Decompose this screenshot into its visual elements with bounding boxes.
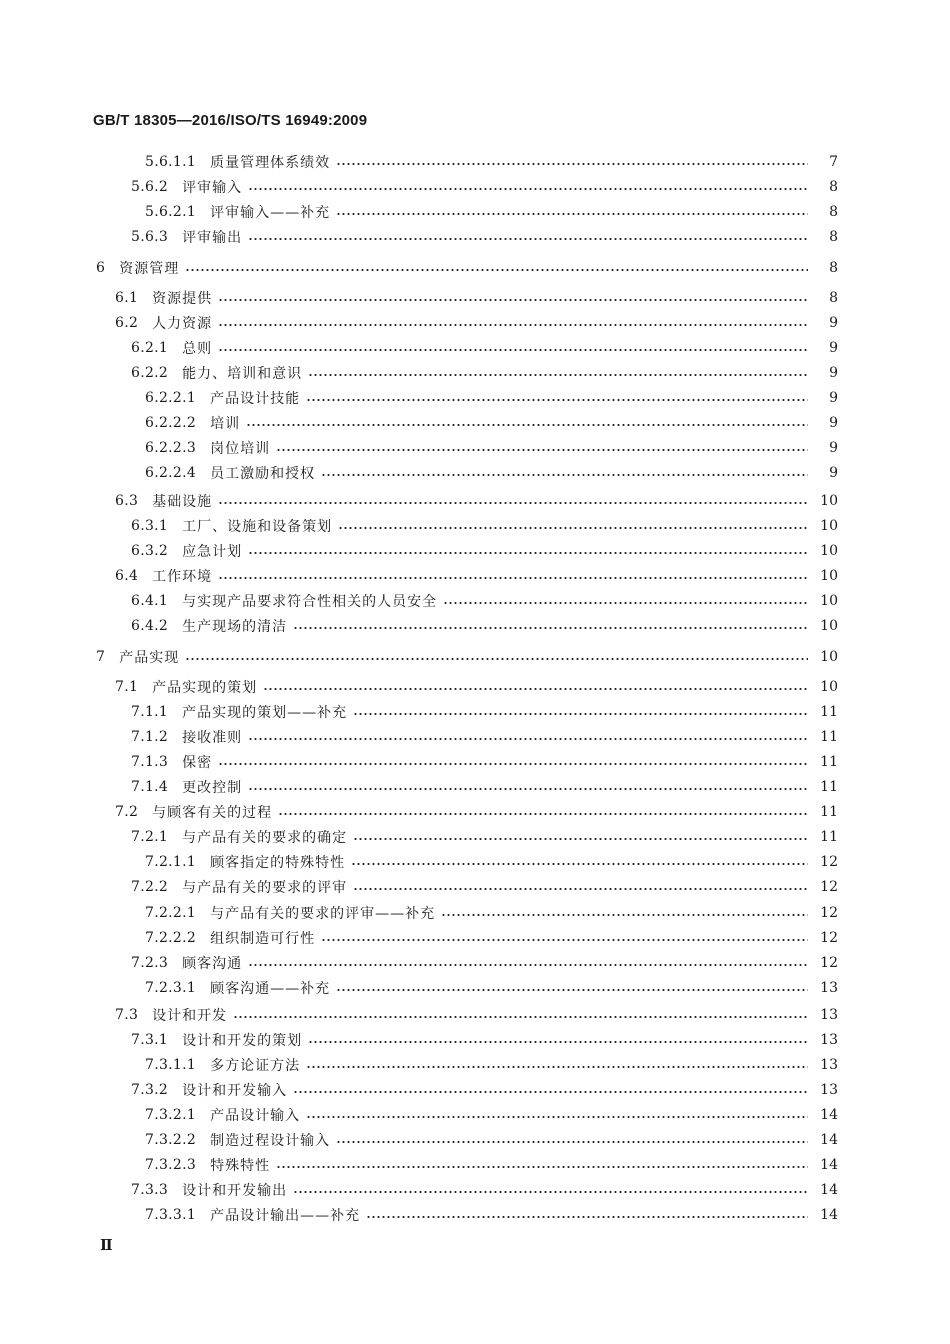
toc-entry-page: 14 <box>820 1107 838 1123</box>
toc-entry[interactable] <box>131 1079 838 1101</box>
toc-entry[interactable] <box>145 437 838 459</box>
toc-leader-dots <box>308 1041 808 1043</box>
toc-leader-dots <box>218 577 808 579</box>
toc-entry-title: 评审输出 <box>182 230 243 246</box>
toc-leader-dots <box>248 738 808 740</box>
toc-entry[interactable] <box>115 565 838 587</box>
toc-entry-title: 特殊特性 <box>210 1158 271 1174</box>
toc-entry[interactable] <box>145 1204 838 1226</box>
toc-entry-title: 资源提供 <box>152 291 213 307</box>
toc-entry-title: 组织制造可行性 <box>210 931 316 947</box>
toc-entry[interactable] <box>145 1104 838 1126</box>
toc-entry[interactable] <box>145 1154 838 1176</box>
toc-entry-title: 与顾客有关的过程 <box>152 805 273 821</box>
toc-entry[interactable] <box>145 1129 838 1151</box>
toc-entry[interactable] <box>145 412 838 434</box>
toc-entry-page: 10 <box>820 618 838 634</box>
toc-entry[interactable] <box>131 751 838 773</box>
toc-entry-title: 接收准则 <box>182 730 243 746</box>
toc-entry-page: 11 <box>820 704 838 720</box>
toc-entry-page: 11 <box>820 729 838 745</box>
toc-leader-dots <box>321 939 808 941</box>
toc-leader-dots <box>248 552 808 554</box>
toc-entry-title: 产品实现的策划 <box>152 680 258 696</box>
toc-entry-number: 6.1 <box>115 290 139 306</box>
toc-entry-title: 产品设计输出——补充 <box>210 1208 361 1224</box>
toc-entry-title: 制造过程设计输入 <box>210 1133 331 1149</box>
toc-entry-page: 9 <box>829 365 838 381</box>
toc-leader-dots <box>248 188 808 190</box>
toc-entry-number: 6.2.1 <box>131 340 169 356</box>
toc-entry[interactable] <box>145 902 838 924</box>
toc-entry-page: 13 <box>820 1057 838 1073</box>
toc-entry-title: 基础设施 <box>152 494 213 510</box>
toc-entry-number: 7.2.1 <box>131 829 169 845</box>
toc-entry-number: 7.1.1 <box>131 704 169 720</box>
toc-entry-page: 12 <box>820 854 838 870</box>
toc-entry-number: 7.1 <box>115 679 139 695</box>
toc-entry-title: 设计和开发 <box>152 1008 228 1024</box>
toc-entry-page: 14 <box>820 1207 838 1223</box>
toc-entry-title: 与产品有关的要求的评审——补充 <box>210 906 436 922</box>
toc-entry-number: 7.3 <box>115 1007 139 1023</box>
toc-entry-page: 8 <box>829 229 838 245</box>
toc-entry-number: 7.3.2.3 <box>145 1157 197 1173</box>
toc-entry-page: 11 <box>820 779 838 795</box>
toc-entry[interactable] <box>131 952 838 974</box>
toc-entry-page: 8 <box>829 204 838 220</box>
toc-leader-dots <box>336 1141 808 1143</box>
toc-entry-number: 5.6.1.1 <box>145 154 197 170</box>
toc-entry[interactable] <box>115 676 838 698</box>
toc-entry-title: 评审输入 <box>182 180 243 196</box>
toc-entry-title: 与实现产品要求符合性相关的人员安全 <box>182 594 438 610</box>
toc-entry-page: 14 <box>820 1132 838 1148</box>
toc-entry-number: 7.2 <box>115 804 139 820</box>
toc-entry[interactable] <box>131 176 838 198</box>
toc-entry-title: 顾客指定的特殊特性 <box>210 855 346 871</box>
toc-entry-page: 10 <box>820 593 838 609</box>
toc-entry-page: 9 <box>829 465 838 481</box>
toc-entry-title: 产品设计输入 <box>210 1108 301 1124</box>
toc-entry-title: 设计和开发输入 <box>182 1083 288 1099</box>
page-number: Ⅱ <box>100 1236 113 1254</box>
toc-leader-dots <box>218 299 808 301</box>
toc-leader-dots <box>366 1216 808 1218</box>
toc-entry[interactable] <box>131 540 838 562</box>
toc-entry[interactable] <box>131 726 838 748</box>
toc-leader-dots <box>443 602 808 604</box>
toc-entry-title: 产品实现 <box>119 650 180 666</box>
toc-leader-dots <box>276 1166 808 1168</box>
toc-leader-dots <box>353 888 808 890</box>
toc-entry-title: 员工激励和授权 <box>210 466 316 482</box>
toc-entry[interactable] <box>115 801 838 823</box>
toc-entry-title: 工作环境 <box>152 569 213 585</box>
toc-entry[interactable] <box>96 646 838 668</box>
toc-leader-dots <box>336 989 808 991</box>
toc-leader-dots <box>336 163 808 165</box>
toc-leader-dots <box>233 1016 808 1018</box>
toc-entry-title: 工厂、设施和设备策划 <box>182 519 333 535</box>
toc-entry-title: 能力、培训和意识 <box>182 366 303 382</box>
toc-leader-dots <box>248 964 808 966</box>
toc-entry-page: 10 <box>820 493 838 509</box>
toc-entry-page: 8 <box>829 260 838 276</box>
toc-entry[interactable] <box>131 615 838 637</box>
toc-entry-page: 8 <box>829 179 838 195</box>
toc-entry-title: 岗位培训 <box>210 441 271 457</box>
toc-entry-number: 6.3.2 <box>131 543 169 559</box>
toc-entry-page: 13 <box>820 1007 838 1023</box>
toc-entry-number: 6.3.1 <box>131 518 169 534</box>
toc-entry-page: 8 <box>829 290 838 306</box>
toc-entry-number: 6.2 <box>115 315 139 331</box>
toc-entry-number: 6.3 <box>115 493 139 509</box>
toc-entry-title: 资源管理 <box>119 261 180 277</box>
toc-entry[interactable] <box>145 1054 838 1076</box>
toc-entry-number: 7.3.2.1 <box>145 1107 197 1123</box>
toc-entry-page: 7 <box>829 154 838 170</box>
toc-entry-page: 9 <box>829 340 838 356</box>
toc-entry[interactable] <box>131 826 838 848</box>
toc-entry-page: 9 <box>829 390 838 406</box>
toc-entry[interactable] <box>131 337 838 359</box>
toc-leader-dots <box>248 788 808 790</box>
toc-entry-number: 5.6.3 <box>131 229 169 245</box>
toc-leader-dots <box>321 474 808 476</box>
toc-leader-dots <box>293 1091 808 1093</box>
toc-entry-title: 设计和开发的策划 <box>182 1033 303 1049</box>
toc-entry-page: 9 <box>829 415 838 431</box>
toc-entry-number: 7.3.3.1 <box>145 1207 197 1223</box>
toc-entry-number: 7.1.2 <box>131 729 169 745</box>
toc-entry-number: 7.3.2.2 <box>145 1132 197 1148</box>
toc-entry[interactable] <box>115 490 838 512</box>
toc-leader-dots <box>293 1191 808 1193</box>
toc-entry-title: 培训 <box>210 416 241 432</box>
toc-entry[interactable] <box>131 776 838 798</box>
toc-entry-page: 10 <box>820 518 838 534</box>
toc-entry-title: 与产品有关的要求的确定 <box>182 830 348 846</box>
toc-entry-number: 7.2.3.1 <box>145 980 197 996</box>
toc-entry-page: 11 <box>820 754 838 770</box>
toc-leader-dots <box>306 1116 808 1118</box>
toc-leader-dots <box>351 863 808 865</box>
toc-entry-page: 12 <box>820 905 838 921</box>
toc-entry-number: 7.3.1 <box>131 1032 169 1048</box>
toc-leader-dots <box>185 658 808 660</box>
toc-leader-dots <box>306 399 808 401</box>
toc-leader-dots <box>293 627 808 629</box>
toc-entry-number: 6.2.2.2 <box>145 415 197 431</box>
toc-leader-dots <box>276 449 808 451</box>
toc-entry-page: 11 <box>820 829 838 845</box>
toc-entry-number: 7.2.3 <box>131 955 169 971</box>
toc-entry[interactable] <box>145 851 838 873</box>
toc-leader-dots <box>263 688 808 690</box>
toc-entry-page: 9 <box>829 315 838 331</box>
toc-entry-title: 设计和开发输出 <box>182 1183 288 1199</box>
toc-entry-number: 6.4.1 <box>131 593 169 609</box>
toc-entry-number: 6.4.2 <box>131 618 169 634</box>
toc-entry-page: 11 <box>820 804 838 820</box>
toc-entry-page: 10 <box>820 679 838 695</box>
toc-entry[interactable] <box>145 387 838 409</box>
toc-entry-page: 13 <box>820 980 838 996</box>
toc-entry-title: 质量管理体系绩效 <box>210 155 331 171</box>
toc-entry-page: 10 <box>820 543 838 559</box>
toc-leader-dots <box>218 324 808 326</box>
toc-entry[interactable] <box>131 1029 838 1051</box>
toc-entry-number: 6.2.2 <box>131 365 169 381</box>
toc-leader-dots <box>308 374 808 376</box>
toc-entry-title: 保密 <box>182 755 213 771</box>
toc-entry[interactable] <box>145 977 838 999</box>
toc-entry-title: 人力资源 <box>152 316 213 332</box>
toc-entry-number: 7.3.2 <box>131 1082 169 1098</box>
toc-entry-page: 14 <box>820 1157 838 1173</box>
toc-entry-page: 12 <box>820 930 838 946</box>
toc-leader-dots <box>336 213 808 215</box>
toc-entry-number: 6.2.2.3 <box>145 440 197 456</box>
toc-leader-dots <box>218 502 808 504</box>
toc-leader-dots <box>248 238 808 240</box>
toc-entry-page: 10 <box>820 649 838 665</box>
toc-entry[interactable] <box>131 1179 838 1201</box>
toc-entry-page: 10 <box>820 568 838 584</box>
toc-entry-number: 7.3.1.1 <box>145 1057 197 1073</box>
toc-entry-title: 总则 <box>182 341 213 357</box>
toc-leader-dots <box>338 527 808 529</box>
toc-entry-title: 产品设计技能 <box>210 391 301 407</box>
toc-entry[interactable] <box>96 257 838 279</box>
toc-leader-dots <box>353 713 808 715</box>
toc-entry-title: 多方论证方法 <box>210 1058 301 1074</box>
toc-entry-title: 更改控制 <box>182 780 243 796</box>
toc-entry-number: 7.2.2.2 <box>145 930 197 946</box>
toc-leader-dots <box>441 914 808 916</box>
toc-entry[interactable] <box>145 151 838 173</box>
toc-entry-page: 12 <box>820 955 838 971</box>
toc-entry[interactable] <box>145 201 838 223</box>
toc-entry[interactable] <box>115 1004 838 1026</box>
toc-entry-page: 13 <box>820 1082 838 1098</box>
toc-entry[interactable] <box>131 362 838 384</box>
toc-entry-number: 5.6.2.1 <box>145 204 197 220</box>
toc-entry[interactable] <box>131 701 838 723</box>
toc-entry[interactable] <box>145 462 838 484</box>
toc-leader-dots <box>306 1066 808 1068</box>
toc-entry[interactable] <box>115 287 838 309</box>
toc-entry-title: 与产品有关的要求的评审 <box>182 880 348 896</box>
toc-entry-title: 应急计划 <box>182 544 243 560</box>
toc-entry-number: 7.2.1.1 <box>145 854 197 870</box>
standard-header: GB/T 18305—2016/ISO/TS 16949:2009 <box>93 112 368 129</box>
toc-entry-title: 评审输入——补充 <box>210 205 331 221</box>
toc-leader-dots <box>218 763 808 765</box>
toc-leader-dots <box>185 269 808 271</box>
toc-entry-number: 7 <box>96 649 106 665</box>
toc-entry[interactable] <box>115 312 838 334</box>
toc-entry-number: 7.1.4 <box>131 779 169 795</box>
toc-entry[interactable] <box>131 226 838 248</box>
toc-entry-title: 顾客沟通 <box>182 956 243 972</box>
toc-entry-number: 7.3.3 <box>131 1182 169 1198</box>
toc-entry-number: 6.2.2.1 <box>145 390 197 406</box>
toc-entry-title: 产品实现的策划——补充 <box>182 705 348 721</box>
toc-entry-number: 6.4 <box>115 568 139 584</box>
toc-leader-dots <box>353 838 808 840</box>
toc-entry[interactable] <box>131 876 838 898</box>
toc-entry-title: 顾客沟通——补充 <box>210 981 331 997</box>
toc-entry[interactable] <box>131 590 838 612</box>
toc-entry-page: 9 <box>829 440 838 456</box>
toc-leader-dots <box>218 349 808 351</box>
toc-entry-number: 6 <box>96 260 106 276</box>
toc-entry-number: 6.2.2.4 <box>145 465 197 481</box>
toc-entry-number: 7.2.2 <box>131 879 169 895</box>
toc-entry-title: 生产现场的清洁 <box>182 619 288 635</box>
toc-entry[interactable] <box>131 515 838 537</box>
toc-entry-page: 14 <box>820 1182 838 1198</box>
toc-leader-dots <box>246 424 808 426</box>
toc-entry-number: 5.6.2 <box>131 179 169 195</box>
toc-entry-number: 7.1.3 <box>131 754 169 770</box>
toc-entry-number: 7.2.2.1 <box>145 905 197 921</box>
toc-entry-page: 12 <box>820 879 838 895</box>
toc-leader-dots <box>278 813 808 815</box>
toc-entry[interactable] <box>145 927 838 949</box>
toc-entry-page: 13 <box>820 1032 838 1048</box>
